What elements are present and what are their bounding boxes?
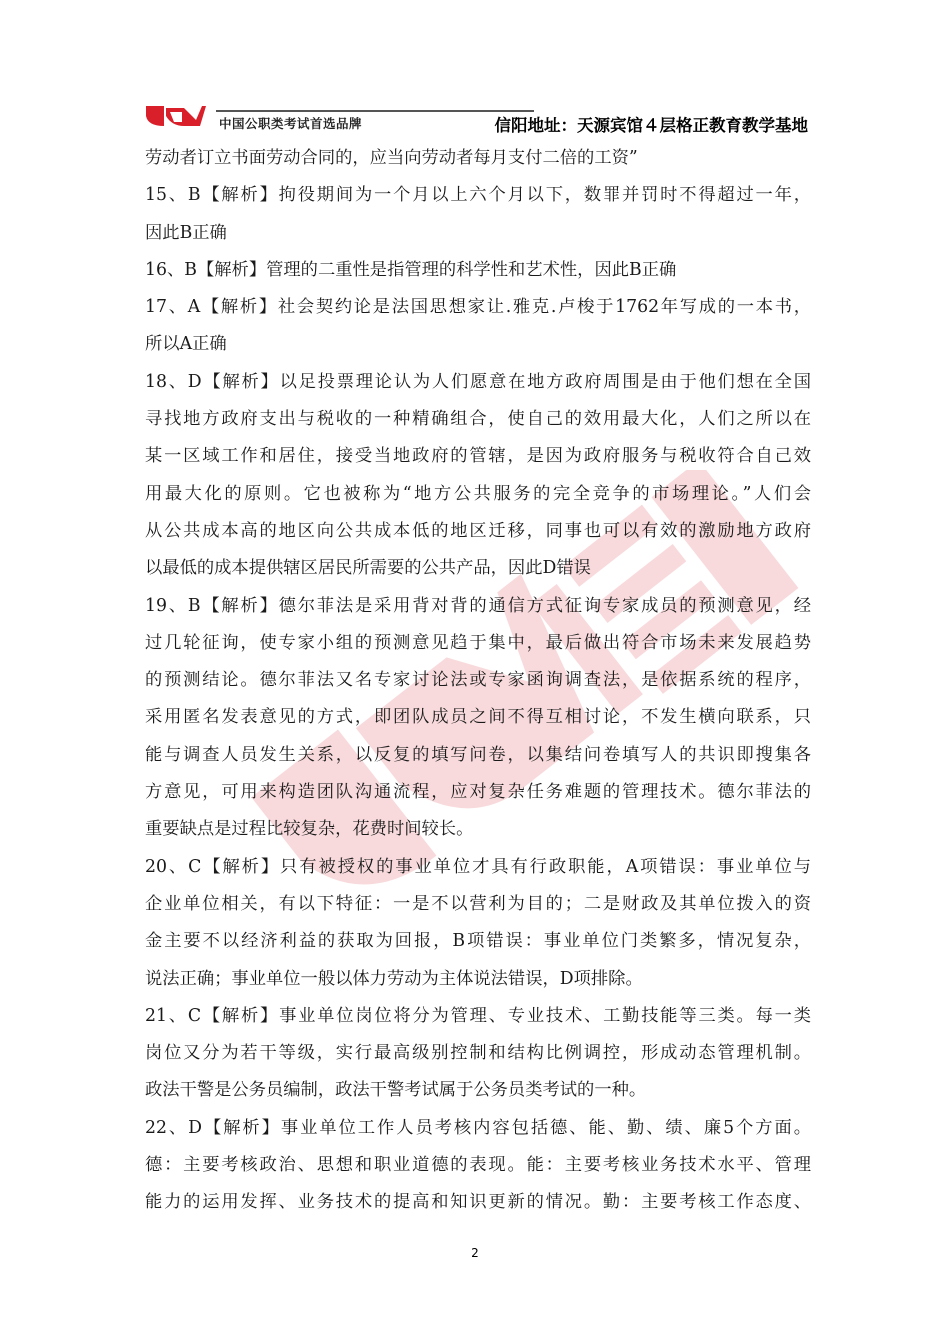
text-line: 岗位又分为若干等级，实行最高级别控制和结构比例调控，形成动态管理机制。	[145, 1043, 811, 1064]
brand-logo-icon	[144, 102, 206, 130]
text-line: 18、D【解析】以足投票理论认为人们愿意在地方政府周围是由于他们想在全国	[145, 371, 811, 392]
text-line: 用最大化的原则。它也被称为“地方公共服务的完全竞争的市场理论。”人们会	[145, 483, 811, 504]
text-line: 21、C【解析】事业单位岗位将分为管理、专业技术、工勤技能等三类。每一类	[145, 1005, 811, 1026]
text-line: 劳动者订立书面劳动合同的，应当向劳动者每月支付二倍的工资”	[145, 148, 638, 168]
text-line: 15、B【解析】拘役期间为一个月以上六个月以下，数罪并罚时不得超过一年，	[145, 185, 811, 206]
text-line: 以最低的成本提供辖区居民所需要的公共产品，因此D错误	[145, 558, 591, 579]
page-number: 2	[471, 1246, 479, 1260]
answer-explanations	[145, 140, 811, 1222]
text-line: 寻找地方政府支出与税收的一种精确组合，使自己的效用最大化，人们之所以在	[145, 409, 811, 430]
header-address: 信阳地址：天源宾馆４层格正教育教学基地	[494, 116, 808, 135]
text-line: 所以A正确	[145, 334, 227, 355]
text-line: 22、D【解析】事业单位工作人员考核内容包括德、能、勤、绩、廉5个方面。	[145, 1117, 811, 1138]
text-line: 某一区域工作和居住，接受当地政府的管辖，是因为政府服务与税收符合自己效	[145, 446, 811, 467]
text-line: 重要缺点是过程比较复杂，花费时间较长。	[145, 819, 474, 840]
text-line: 的预测结论。德尔菲法又名专家讨论法或专家函询调查法，是依据系统的程序，	[145, 670, 811, 691]
brand-tagline: 中国公职类考试首选品牌	[219, 116, 363, 131]
text-line: 16、B【解析】管理的二重性是指管理的科学性和艺术性，因此B正确	[145, 259, 677, 280]
header-rule	[216, 110, 534, 112]
page-header	[144, 100, 808, 134]
text-line: 采用匿名发表意见的方式，即团队成员之间不得互相讨论，不发生横向联系，只	[145, 707, 811, 728]
text-line: 能与调查人员发生关系，以反复的填写问卷，以集结问卷填写人的共识即搜集各	[145, 744, 811, 765]
text-line: 企业单位相关，有以下特征：一是不以营利为目的；二是财政及其单位拨入的资	[145, 893, 811, 914]
text-line: 19、B【解析】德尔菲法是采用背对背的通信方式征询专家成员的预测意见，经	[145, 595, 811, 616]
text-line: 金主要不以经济利益的获取为回报，B项错误：事业单位门类繁多，情况复杂，	[145, 931, 811, 952]
text-line: 过几轮征询，使专家小组的预测意见趋于集中，最后做出符合市场未来发展趋势	[145, 632, 811, 653]
text-line: 17、A【解析】社会契约论是法国思想家让.雅克.卢梭于1762年写成的一本书，	[145, 297, 811, 318]
text-line: 政法干警是公务员编制，政法干警考试属于公务员类考试的一种。	[145, 1080, 647, 1101]
text-line: 20、C【解析】只有被授权的事业单位才具有行政职能，A项错误：事业单位与	[145, 856, 811, 877]
text-line: 德：主要考核政治、思想和职业道德的表现。能：主要考核业务技术水平、管理	[145, 1155, 811, 1176]
text-line: 从公共成本高的地区向公共成本低的地区迁移，同事也可以有效的激励地方政府	[145, 520, 811, 541]
text-line: 方意见，可用来构造团队沟通流程，应对复杂任务难题的管理技术。德尔菲法的	[145, 782, 811, 803]
text-line: 能力的运用发挥、业务技术的提高和知识更新的情况。勤：主要考核工作态度、	[145, 1192, 811, 1213]
text-line: 因此B正确	[145, 222, 227, 243]
text-line: 说法正确；事业单位一般以体力劳动为主体说法错误，D项排除。	[145, 968, 643, 989]
